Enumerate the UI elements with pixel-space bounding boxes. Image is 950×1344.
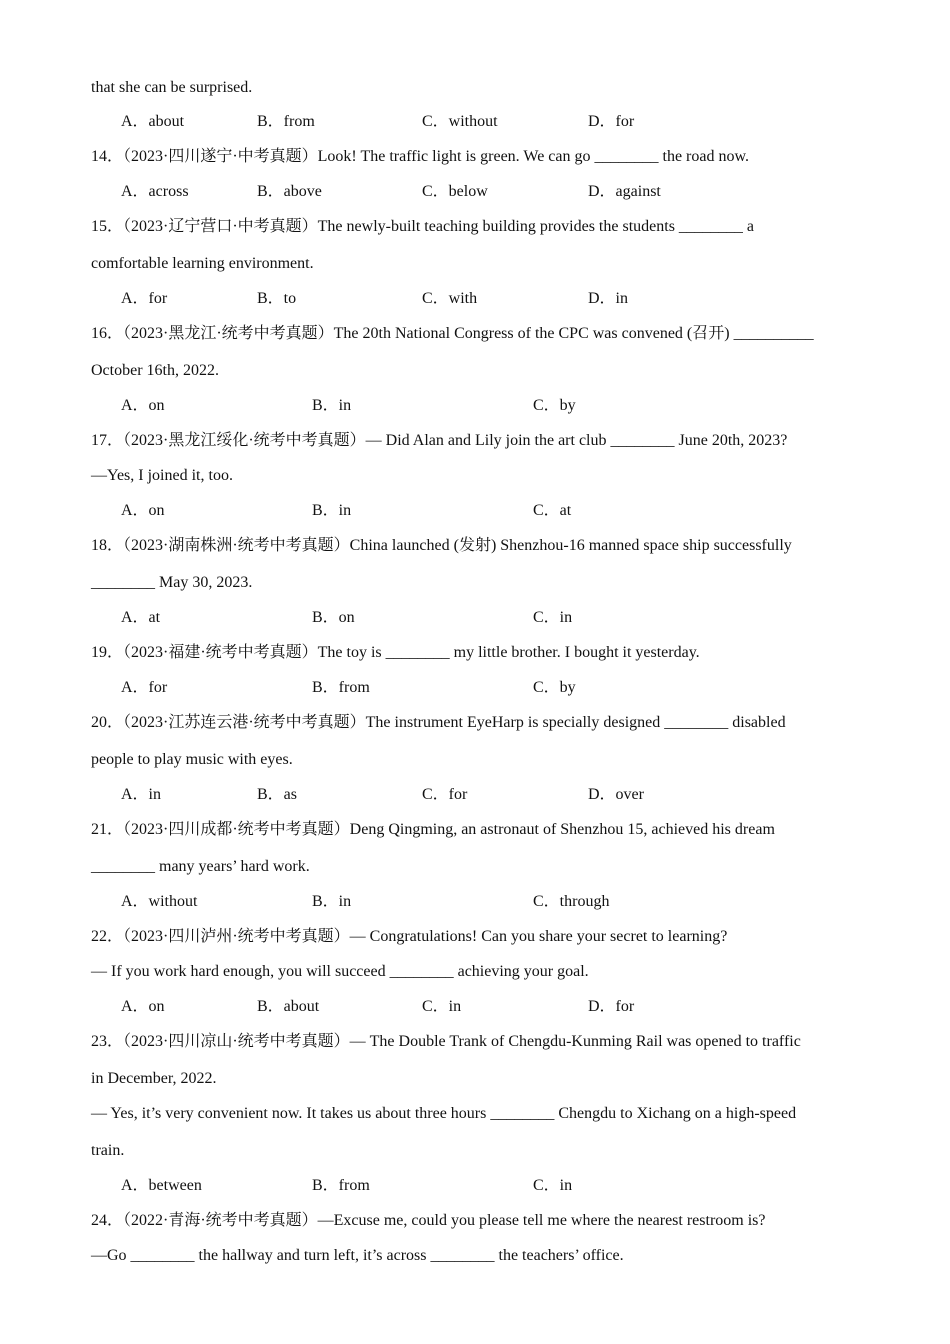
option-d: D．for [588, 113, 635, 130]
question-13-options [0, 112, 950, 132]
question-18-stem-line: ________ May 30, 2023. [91, 574, 253, 591]
question-23-options [0, 1176, 950, 1196]
option-b: B．to [257, 290, 297, 307]
question-23-stem-line: — Yes, it’s very convenient now. It takes us about three hours ________ Chengdu to Xichang on a high-speed [91, 1105, 797, 1122]
option-b: B．in [312, 502, 352, 519]
option-a: A．on [121, 397, 165, 414]
option-a: A．without [121, 893, 198, 910]
option-b: B．as [257, 786, 298, 803]
question-18-options [0, 608, 950, 628]
question-20-options [0, 785, 950, 805]
question-22-stem-line: — If you work hard enough, you will succeed ________ achieving your goal. [91, 963, 589, 980]
option-d: D．against [588, 183, 661, 200]
question-24-stem-line: —Go ________ the hallway and turn left, it’s across ________ the teachers’ office. [91, 1247, 624, 1264]
option-a: A．on [121, 998, 165, 1015]
option-c: C．through [533, 893, 610, 910]
option-b: B．on [312, 609, 355, 626]
question-13-stem-line: that she can be surprised. [91, 79, 253, 96]
question-16-options [0, 396, 950, 416]
question-17-stem-line: 17．（2023·黑龙江绥化·统考中考真题）— Did Alan and Lily join the art club ________ June 20th, 2023? [91, 432, 788, 449]
option-a: A．for [121, 290, 168, 307]
option-c: C．in [533, 609, 573, 626]
option-b: B．above [257, 183, 322, 200]
option-c: C．for [422, 786, 468, 803]
option-b: B．about [257, 998, 320, 1015]
option-d: D．for [588, 998, 635, 1015]
question-22-stem-line: 22．（2023·四川泸州·统考中考真题）— Congratulations! Can you share your secret to learning? [91, 928, 728, 945]
question-16-stem-line: October 16th, 2022. [91, 362, 219, 379]
question-19-stem-line: 19．（2023·福建·统考中考真题）The toy is ________ my little brother. I bought it yesterday. [91, 644, 700, 661]
option-a: A．for [121, 679, 168, 696]
option-b: B．from [312, 679, 370, 696]
option-a: A．about [121, 113, 185, 130]
option-c: C．by [533, 397, 576, 414]
option-c: C．without [422, 113, 498, 130]
question-21-stem-line: ________ many years’ hard work. [91, 858, 310, 875]
question-18-stem-line: 18．（2023·湖南株洲·统考中考真题）China launched (发射) Shenzhou-16 manned space ship successfully [91, 537, 792, 554]
question-14-options [0, 182, 950, 202]
option-c: C．in [422, 998, 462, 1015]
question-15-stem-line: 15．（2023·辽宁营口·中考真题）The newly-built teaching building provides the students ________ a [91, 218, 755, 235]
option-a: A．in [121, 786, 162, 803]
option-a: A．across [121, 183, 189, 200]
option-b: B．from [257, 113, 315, 130]
question-20-stem-line: 20．（2023·江苏连云港·统考中考真题）The instrument EyeHarp is specially designed ________ disabled [91, 714, 786, 731]
option-c: C．with [422, 290, 478, 307]
question-23-stem-line: 23．（2023·四川凉山·统考中考真题）— The Double Trank of Chengdu-Kunming Rail was opened to traffic [91, 1033, 801, 1050]
question-20-stem-line: people to play music with eyes. [91, 751, 293, 768]
question-17-options [0, 501, 950, 521]
question-24-stem-line: 24．（2022·青海·统考中考真题）—Excuse me, could you please tell me where the nearest restroom is? [91, 1212, 766, 1229]
question-22-options [0, 997, 950, 1017]
option-c: C．in [533, 1177, 573, 1194]
question-15-stem-line: comfortable learning environment. [91, 255, 314, 272]
option-a: A．at [121, 609, 161, 626]
option-b: B．from [312, 1177, 370, 1194]
question-16-stem-line: 16．（2023·黑龙江·统考中考真题）The 20th National Congress of the CPC was convened (召开) __________ [91, 325, 814, 342]
question-17-stem-line: —Yes, I joined it, too. [91, 467, 233, 484]
option-c: C．below [422, 183, 488, 200]
question-14-stem-line: 14．（2023·四川遂宁·中考真题）Look! The traffic light is green. We can go ________ the road now. [91, 148, 750, 165]
option-c: C．by [533, 679, 576, 696]
option-c: C．at [533, 502, 572, 519]
question-21-options [0, 892, 950, 912]
question-21-stem-line: 21．（2023·四川成都·统考中考真题）Deng Qingming, an astronaut of Shenzhou 15, achieved his dream [91, 821, 775, 838]
question-23-stem-line: in December, 2022. [91, 1070, 217, 1087]
question-15-options [0, 289, 950, 309]
question-23-stem-line: train. [91, 1142, 125, 1159]
option-b: B．in [312, 893, 352, 910]
option-a: A．between [121, 1177, 202, 1194]
option-b: B．in [312, 397, 352, 414]
option-a: A．on [121, 502, 165, 519]
question-19-options [0, 678, 950, 698]
option-d: D．over [588, 786, 644, 803]
option-d: D．in [588, 290, 629, 307]
